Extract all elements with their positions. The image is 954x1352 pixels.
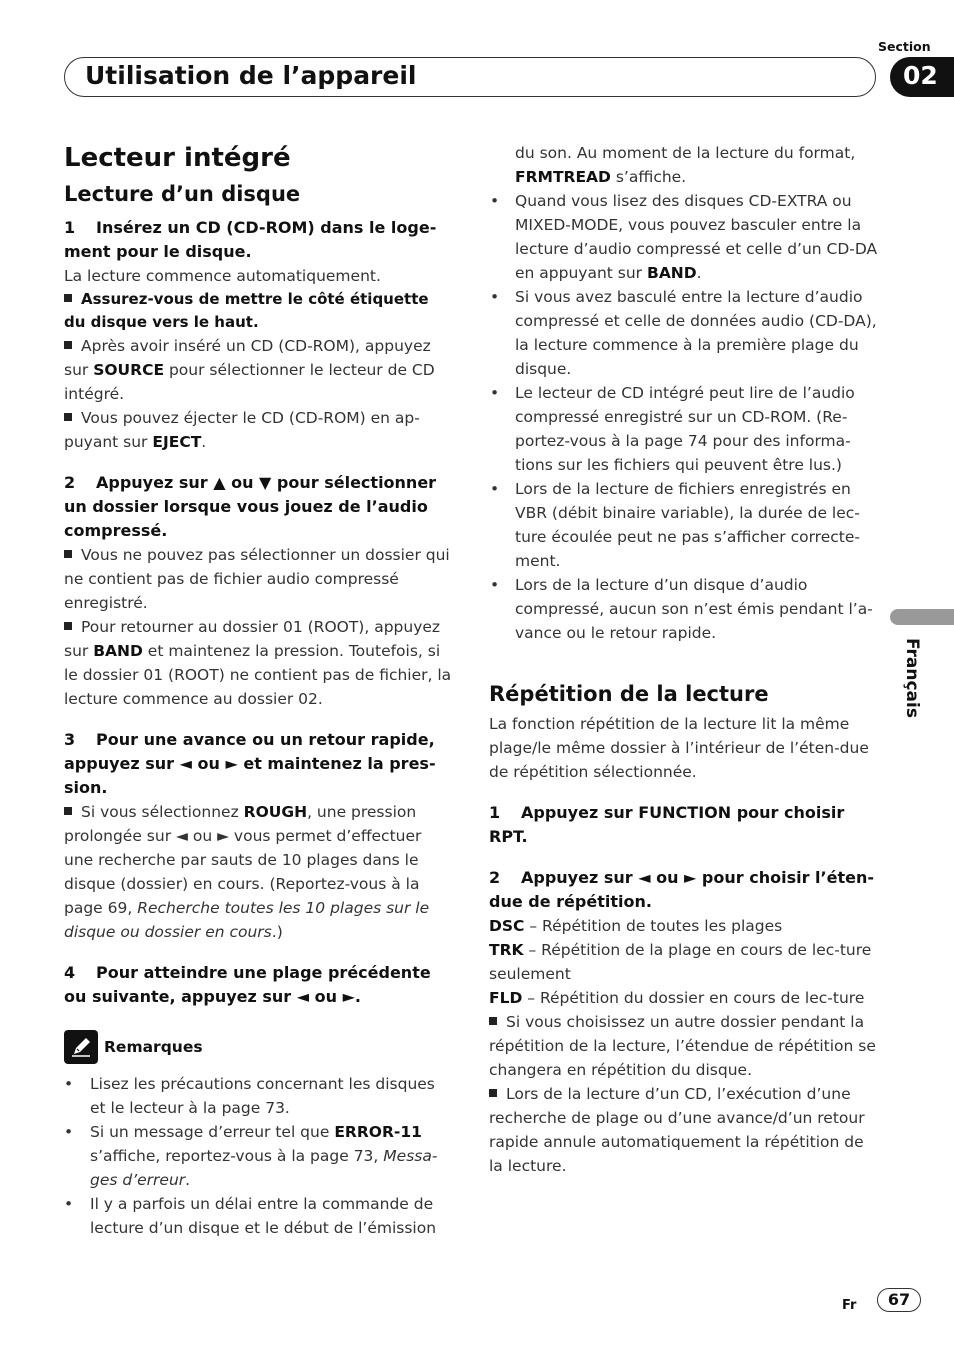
step-3 xyxy=(64,728,452,800)
main-heading: Lecteur intégré xyxy=(64,143,291,173)
step-number: 3 xyxy=(64,730,76,749)
key-band: BAND xyxy=(647,264,697,282)
range-fld xyxy=(489,986,881,1010)
step-2 xyxy=(64,471,452,543)
range-trk xyxy=(489,938,881,986)
note-text: s’affiche, reportez-vous à la page 73, xyxy=(90,1147,384,1165)
pencil-note-icon xyxy=(64,1030,98,1064)
repetition-intro: La fonction répétition de la lecture lit la même plage/le même dossier à l’intérieur de l’éten-due de répétition sélectionnée. xyxy=(489,715,869,781)
square-bullet-icon xyxy=(64,413,72,421)
section-label: Section xyxy=(878,39,931,54)
header-bar xyxy=(64,57,876,97)
key-fld: FLD xyxy=(489,989,523,1007)
step-text: Pour une avance ou un retour rapide, appuyez sur ◄ ou ► et maintenez la pres-sion. xyxy=(64,730,436,797)
note-text: .) xyxy=(271,923,283,941)
note-text: Lors de la lecture d’un CD, l’exécution d’une recherche de plage ou d’une avance/d’un retour rapide annule automatiquement la répétition de la lecture. xyxy=(489,1085,865,1175)
step-number: 1 xyxy=(64,218,76,237)
key-rough: ROUGH xyxy=(243,803,308,821)
repeat-note-a xyxy=(489,1010,881,1082)
square-bullet-icon xyxy=(489,1017,497,1025)
step-number: 2 xyxy=(64,473,76,492)
step-number: 1 xyxy=(489,803,501,822)
note-item: • Lors de la lecture d’un disque d’audio compressé, aucun son n’est émis pendant l’a-vance ou le retour rapide. xyxy=(515,573,881,645)
language-tab xyxy=(890,609,954,625)
note-text: s’affiche. xyxy=(610,168,687,186)
square-bullet-icon xyxy=(64,622,72,630)
note-text: , une pression prolongée sur ◄ ou ► vous permet d’effectuer une recherche par sauts de 10 plages dans le disque (dossier) en cours. (Reportez-vous à la page 69, xyxy=(64,803,422,917)
step-1 xyxy=(64,216,452,264)
note-item: • Lisez les précautions concernant les disques et le lecteur à la page 73. xyxy=(64,1072,452,1120)
subheading-repetition: Répétition de la lecture xyxy=(489,682,769,706)
note-item: • Il y a parfois un délai entre la commande de lecture d’un disque et le début de l’émission xyxy=(64,1192,452,1240)
square-bullet-icon xyxy=(64,550,72,558)
cross-reference: Recherche toutes les 10 plages sur le disque ou dossier en cours xyxy=(64,899,430,941)
note-text: et maintenez la pression. Toutefois, si le dossier 01 (ROOT) ne contient pas de fichier, la lecture commence au dossier 02. xyxy=(64,642,452,708)
range-dsc xyxy=(489,914,881,938)
warning-text: Assurez-vous de mettre le côté étiquette du disque vers le haut. xyxy=(64,290,429,331)
note-text: Pour retourner au dossier 01 (ROOT), appuyez sur xyxy=(64,618,441,660)
key-frmtread: FRMTREAD xyxy=(515,168,611,186)
notes-list xyxy=(64,1072,452,1240)
language-label: Français xyxy=(902,638,922,718)
step-text: Appuyez sur FUNCTION pour choisir RPT. xyxy=(489,803,845,846)
note-item: • Le lecteur de CD intégré peut lire de l’audio compressé enregistré sur un CD-ROM. (Re-portez-vous à la page 74 pour des informa-tions sur les fichiers qui peuvent être lus.) xyxy=(515,381,881,477)
note-text: Si un message d’erreur tel que xyxy=(90,1123,335,1141)
step-3-note xyxy=(64,800,452,944)
step-2-note-a xyxy=(64,543,452,615)
section-number: 02 xyxy=(903,61,938,90)
square-bullet-icon xyxy=(489,1089,497,1097)
step-number: 4 xyxy=(64,963,76,982)
step-2-note-b xyxy=(64,615,452,711)
page-number: 67 xyxy=(877,1288,921,1312)
note-item: • Si vous avez basculé entre la lecture d’audio compressé et celle de données audio (CD-DA), la lecture commence à la première plage du disque. xyxy=(515,285,881,381)
step-text: Insérez un CD (CD-ROM) dans le loge-ment pour le disque. xyxy=(64,218,437,261)
range-text: – Répétition de la plage en cours de lec-ture seulement xyxy=(489,941,872,983)
step-text: Appuyez sur ◄ ou ► pour choisir l’éten-due de répétition. xyxy=(489,868,874,911)
page-header-title: Utilisation de l’appareil xyxy=(85,61,417,90)
repeat-note-b xyxy=(489,1082,881,1178)
notes-list-continued xyxy=(489,141,881,645)
note-text: Si vous sélectionnez xyxy=(81,803,244,821)
note-text: . xyxy=(696,264,702,282)
key-band: BAND xyxy=(93,642,143,660)
note-text: Quand vous lisez des disques CD-EXTRA ou MIXED-MODE, vous pouvez basculer entre la lecture d’audio compressé et celle d’un CD-DA en appuyant sur xyxy=(515,192,878,282)
key-trk: TRK xyxy=(489,941,524,959)
step-1-body: La lecture commence automatiquement. xyxy=(64,267,381,285)
key-source: SOURCE xyxy=(93,361,165,379)
step-number: 2 xyxy=(489,868,501,887)
note-item xyxy=(515,189,881,285)
notes-header xyxy=(64,1030,452,1064)
repeat-step-2 xyxy=(489,866,881,914)
range-text: – Répétition de toutes les plages xyxy=(524,917,783,935)
key-error-11: ERROR-11 xyxy=(334,1123,422,1141)
note-text: Vous pouvez éjecter le CD (CD-ROM) en ap-puyant sur xyxy=(64,409,420,451)
note-text: Vous ne pouvez pas sélectionner un dossier qui ne contient pas de fichier audio compressé enregistré. xyxy=(64,546,450,612)
range-text: – Répétition du dossier en cours de lec-ture xyxy=(522,989,865,1007)
note-text: . xyxy=(185,1171,191,1189)
note-text: Si vous choisissez un autre dossier pendant la répétition de la lecture, l’étendue de répétition se changera en répétition du disque. xyxy=(489,1013,876,1079)
section-badge xyxy=(890,57,954,97)
left-column xyxy=(64,140,452,1240)
notes-label: Remarques xyxy=(104,1038,203,1056)
footer-language: Fr xyxy=(842,1298,857,1313)
square-bullet-icon xyxy=(64,807,72,815)
note-text: . xyxy=(201,433,207,451)
note-text: Après avoir inséré un CD (CD-ROM), appuyez sur xyxy=(64,337,431,379)
subheading-lecture-disque: Lecture d’un disque xyxy=(64,182,301,206)
step-text: Pour atteindre une plage précédente ou suivante, appuyez sur ◄ ou ►. xyxy=(64,963,431,1006)
note-text: pour sélectionner le lecteur de CD intégré. xyxy=(64,361,435,403)
key-eject: EJECT xyxy=(152,433,202,451)
cross-reference: Messa-ges d’erreur xyxy=(90,1147,438,1189)
note-text: du son. Au moment de la lecture du format, xyxy=(515,144,856,162)
key-dsc: DSC xyxy=(489,917,525,935)
step-1-note-a xyxy=(64,334,452,406)
step-4 xyxy=(64,961,452,1009)
note-item: • Lors de la lecture de fichiers enregistrés en VBR (débit binaire variable), la durée de lec-ture écoulée peut ne pas s’afficher correcte-ment. xyxy=(515,477,881,573)
right-column xyxy=(489,141,881,1178)
square-bullet-icon xyxy=(64,294,72,302)
note-continuation xyxy=(515,141,881,189)
step-1-warning xyxy=(64,288,452,334)
repeat-step-1 xyxy=(489,801,881,849)
step-1-note-b xyxy=(64,406,452,454)
step-text: Appuyez sur ▲ ou ▼ pour sélectionner un dossier lorsque vous jouez de l’audio compressé. xyxy=(64,473,437,540)
note-item xyxy=(64,1120,452,1192)
square-bullet-icon xyxy=(64,341,72,349)
